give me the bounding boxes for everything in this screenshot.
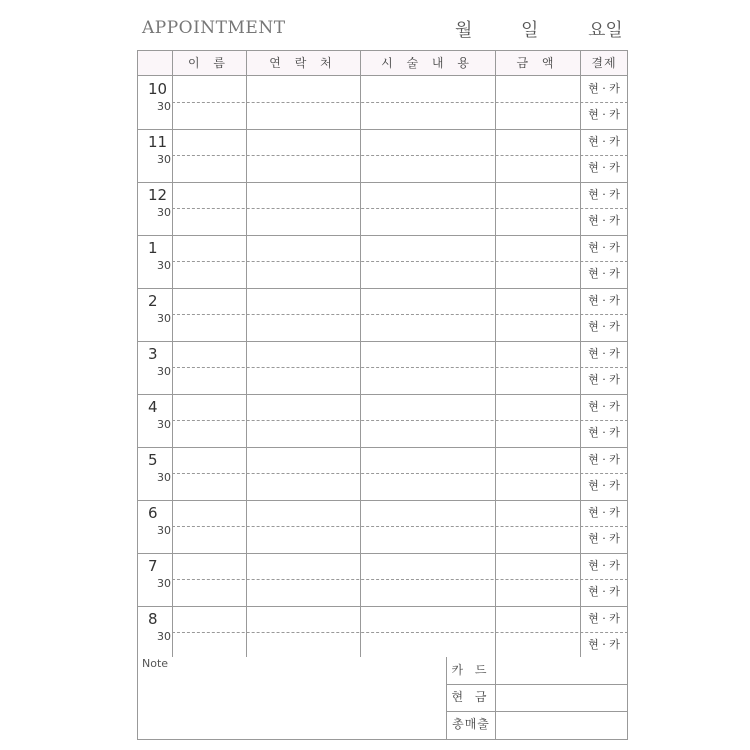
half-hour-label: 30: [157, 630, 171, 643]
payment-method-label: 현 · 카: [588, 585, 620, 598]
half-hour-label: 30: [157, 312, 171, 325]
payment-method-label: 현 · 카: [588, 479, 620, 492]
column-header-payment: 결제: [591, 56, 617, 70]
half-hour-divider: [172, 261, 628, 262]
payment-method-label: 현 · 카: [588, 135, 620, 148]
payment-method-label: 현 · 카: [588, 241, 620, 254]
payment-method-label: 현 · 카: [588, 559, 620, 572]
half-hour-label: 30: [157, 577, 171, 590]
hour-row-divider: [138, 129, 627, 130]
payment-method-label: 현 · 카: [588, 320, 620, 333]
payment-method-label: 현 · 카: [588, 347, 620, 360]
column-header-name: 이 름: [188, 56, 230, 70]
half-hour-divider: [172, 526, 628, 527]
payment-method-label: 현 · 카: [588, 638, 620, 651]
payment-method-label: 현 · 카: [588, 506, 620, 519]
half-hour-label: 30: [157, 100, 171, 113]
hour-row-divider: [138, 182, 627, 183]
payment-method-label: 현 · 카: [588, 108, 620, 121]
half-hour-label: 30: [157, 524, 171, 537]
payment-method-label: 현 · 카: [588, 161, 620, 174]
hour-label: 6: [148, 504, 158, 522]
total-sales-label: 총매출: [452, 717, 490, 731]
half-hour-label: 30: [157, 471, 171, 484]
column-divider: [360, 51, 361, 657]
column-divider: [495, 51, 496, 740]
half-hour-label: 30: [157, 418, 171, 431]
hour-label: 1: [148, 239, 158, 257]
payment-method-label: 현 · 카: [588, 188, 620, 201]
payment-method-label: 현 · 카: [588, 214, 620, 227]
half-hour-divider: [172, 102, 628, 103]
day-label: 일: [521, 20, 539, 41]
half-hour-divider: [172, 155, 628, 156]
hour-label: 2: [148, 292, 158, 310]
payment-method-label: 현 · 카: [588, 612, 620, 625]
hour-row-divider: [138, 394, 627, 395]
payment-method-label: 현 · 카: [588, 373, 620, 386]
half-hour-divider: [172, 473, 628, 474]
hour-row-divider: [138, 553, 627, 554]
hour-label: 8: [148, 610, 158, 628]
column-divider: [580, 51, 581, 657]
hour-row-divider: [138, 235, 627, 236]
hour-row-divider: [138, 606, 627, 607]
cash-total-label: 현 금: [451, 690, 491, 704]
payment-method-label: 현 · 카: [588, 426, 620, 439]
half-hour-divider: [172, 314, 628, 315]
hour-label: 4: [148, 398, 158, 416]
appointment-sheet: [137, 50, 628, 740]
column-divider: [246, 51, 247, 657]
weekday-label: 요일: [588, 20, 623, 41]
hour-label: 3: [148, 345, 158, 363]
hour-label: 5: [148, 451, 158, 469]
payment-method-label: 현 · 카: [588, 453, 620, 466]
payment-method-label: 현 · 카: [588, 532, 620, 545]
hour-label: 11: [148, 133, 168, 151]
hour-row-divider: [138, 447, 627, 448]
hour-row-divider: [138, 500, 627, 501]
half-hour-label: 30: [157, 259, 171, 272]
appointment-title: APPOINTMENT: [142, 18, 286, 38]
half-hour-label: 30: [157, 365, 171, 378]
half-hour-divider: [172, 579, 628, 580]
half-hour-divider: [172, 420, 628, 421]
column-divider: [172, 51, 173, 657]
payment-method-label: 현 · 카: [588, 400, 620, 413]
hour-label: 10: [148, 80, 168, 98]
half-hour-label: 30: [157, 153, 171, 166]
hour-row-divider: [138, 341, 627, 342]
payment-method-label: 현 · 카: [588, 267, 620, 280]
note-label: Note: [142, 657, 169, 670]
half-hour-divider: [172, 632, 628, 633]
card-total-label: 카 드: [451, 663, 491, 677]
payment-method-label: 현 · 카: [588, 294, 620, 307]
column-header-treatment: 시 술 내 용: [381, 56, 474, 70]
hour-label: 12: [148, 186, 168, 204]
hour-row-divider: [138, 288, 627, 289]
column-header-amount: 금 액: [516, 56, 559, 70]
hour-label: 7: [148, 557, 158, 575]
payment-method-label: 현 · 카: [588, 82, 620, 95]
month-label: 월: [455, 20, 473, 41]
half-hour-label: 30: [157, 206, 171, 219]
table-header: [138, 51, 627, 76]
half-hour-divider: [172, 367, 628, 368]
column-header-contact: 연 락 처: [269, 56, 337, 70]
half-hour-divider: [172, 208, 628, 209]
